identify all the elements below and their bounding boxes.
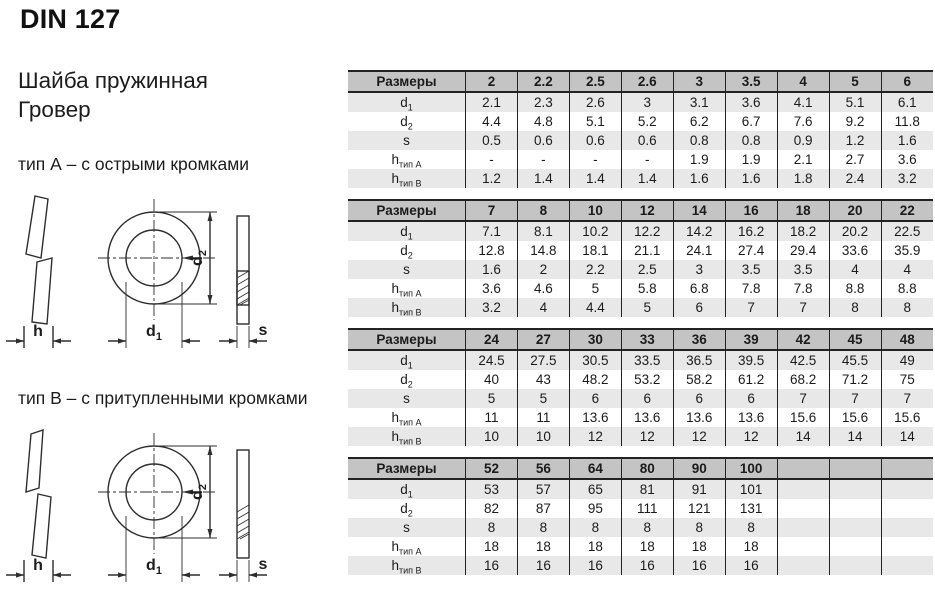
size-header-cell: 100 — [725, 458, 777, 479]
value-cell: 21.1 — [621, 241, 673, 260]
size-header-cell: 36 — [673, 329, 725, 350]
value-cell: 91 — [673, 479, 725, 499]
value-cell: 8 — [517, 518, 569, 537]
value-cell — [777, 479, 829, 499]
value-cell: 13.6 — [621, 408, 673, 427]
value-cell: 10 — [466, 427, 518, 446]
value-cell: 3.6 — [466, 279, 518, 298]
value-cell — [829, 499, 881, 518]
value-cell: 2.7 — [829, 150, 881, 169]
row-label: s — [348, 389, 466, 408]
table-header-row — [348, 329, 933, 350]
value-cell: 121 — [673, 499, 725, 518]
value-cell: 18.1 — [569, 241, 621, 260]
value-cell: 16 — [621, 556, 673, 575]
value-cell: 33.5 — [621, 350, 673, 370]
value-cell: 2.2 — [569, 260, 621, 279]
value-cell — [829, 518, 881, 537]
value-cell: 13.6 — [725, 408, 777, 427]
value-cell: 14.8 — [517, 241, 569, 260]
table-header-row — [348, 71, 933, 92]
value-cell: 7 — [725, 298, 777, 317]
value-cell — [777, 556, 829, 575]
value-cell: 4.4 — [466, 112, 518, 131]
table-row — [348, 389, 933, 408]
value-cell: 4.4 — [569, 298, 621, 317]
value-cell: 111 — [621, 499, 673, 518]
value-cell: 53.2 — [621, 370, 673, 389]
value-cell — [881, 479, 933, 499]
value-cell: 3 — [621, 92, 673, 112]
value-cell: 14 — [829, 427, 881, 446]
table-row — [348, 370, 933, 389]
value-cell: 1.9 — [673, 150, 725, 169]
table-row — [348, 169, 933, 188]
value-cell: 1.8 — [777, 169, 829, 188]
value-cell: 8 — [569, 518, 621, 537]
value-cell — [777, 537, 829, 556]
value-cell: 8.1 — [517, 221, 569, 241]
value-cell: 49 — [881, 350, 933, 370]
size-header-cell: 3 — [673, 71, 725, 92]
value-cell: 58.2 — [673, 370, 725, 389]
side-view — [6, 196, 71, 348]
value-cell: 3.5 — [725, 260, 777, 279]
value-cell: 16 — [466, 556, 518, 575]
value-cell: 6 — [725, 389, 777, 408]
value-cell: 1.6 — [466, 260, 518, 279]
value-cell: 4.6 — [517, 279, 569, 298]
value-cell: 61.2 — [725, 370, 777, 389]
row-label: $d_1$ — [348, 221, 466, 241]
value-cell — [829, 479, 881, 499]
size-header-cell: 3.5 — [725, 71, 777, 92]
table-row — [348, 537, 933, 556]
value-cell: 4 — [517, 298, 569, 317]
size-header-cell: 24 — [466, 329, 518, 350]
row-label: s — [348, 518, 466, 537]
table-row — [348, 556, 933, 575]
value-cell: 14.2 — [673, 221, 725, 241]
value-cell: 81 — [621, 479, 673, 499]
table-row — [348, 479, 933, 499]
value-cell: - — [569, 150, 621, 169]
value-cell: 36.5 — [673, 350, 725, 370]
value-cell: 24.5 — [466, 350, 518, 370]
row-label: $d_2$ — [400, 114, 413, 131]
front-view — [98, 433, 217, 582]
value-cell: 14 — [881, 427, 933, 446]
row-label: s — [348, 260, 466, 279]
value-cell: 20.2 — [829, 221, 881, 241]
value-cell: - — [517, 150, 569, 169]
value-cell: 82 — [466, 499, 518, 518]
value-cell: 68.2 — [777, 370, 829, 389]
value-cell: 12 — [569, 427, 621, 446]
value-cell: 0.6 — [517, 131, 569, 150]
table-row — [348, 427, 933, 446]
value-cell: 12 — [673, 427, 725, 446]
value-cell: 12.8 — [466, 241, 518, 260]
value-cell: 12.2 — [621, 221, 673, 241]
value-cell: 1.6 — [881, 131, 933, 150]
value-cell: 87 — [517, 499, 569, 518]
dimension-table-1 — [348, 70, 933, 188]
row-label: s — [348, 131, 466, 150]
value-cell: 7 — [777, 389, 829, 408]
value-cell: 2.3 — [517, 92, 569, 112]
value-cell — [881, 556, 933, 575]
row-label: $d_2$ — [400, 501, 413, 518]
s-dim-label: s — [258, 322, 268, 339]
value-cell: 11.8 — [881, 112, 933, 131]
value-cell: 16 — [725, 556, 777, 575]
row-label: $d_1$ — [348, 92, 466, 112]
value-cell: 33.6 — [829, 241, 881, 260]
table-header-label: Размеры — [348, 71, 466, 92]
row-label: $h_{тип А}$ — [391, 152, 422, 169]
value-cell: 0.8 — [673, 131, 725, 150]
value-cell: 43 — [517, 370, 569, 389]
value-cell: 3.2 — [466, 298, 518, 317]
value-cell: 1.4 — [621, 169, 673, 188]
value-cell: 27.5 — [517, 350, 569, 370]
size-header-cell: 2.6 — [621, 71, 673, 92]
d2-dim-label: $d_2$ — [189, 250, 209, 266]
value-cell: 4.8 — [517, 112, 569, 131]
value-cell: 3.5 — [777, 260, 829, 279]
value-cell: 15.6 — [829, 408, 881, 427]
value-cell: 18 — [621, 537, 673, 556]
size-header-cell: 45 — [829, 329, 881, 350]
value-cell: 57 — [517, 479, 569, 499]
size-header-cell: 80 — [621, 458, 673, 479]
value-cell: - — [621, 150, 673, 169]
value-cell — [777, 499, 829, 518]
value-cell: 1.6 — [673, 169, 725, 188]
section-view — [219, 216, 268, 348]
value-cell: 0.9 — [777, 131, 829, 150]
value-cell — [881, 518, 933, 537]
value-cell: 12 — [621, 427, 673, 446]
value-cell: 45.5 — [829, 350, 881, 370]
size-header-cell: 2.2 — [517, 71, 569, 92]
row-label: $h_{тип В}$ — [348, 556, 466, 575]
value-cell: 2.4 — [829, 169, 881, 188]
size-header-cell: 27 — [517, 329, 569, 350]
row-label: $h_{тип А}$ — [391, 539, 422, 556]
value-cell: 8 — [466, 518, 518, 537]
size-header-cell: 16 — [725, 200, 777, 221]
value-cell: - — [466, 150, 518, 169]
size-header-cell: 12 — [621, 200, 673, 221]
size-header-cell: 56 — [517, 458, 569, 479]
value-cell: 5.1 — [829, 92, 881, 112]
table-row — [348, 408, 933, 427]
table-row — [348, 131, 933, 150]
value-cell: 11 — [466, 408, 518, 427]
value-cell: 0.8 — [725, 131, 777, 150]
size-header-cell: 5 — [829, 71, 881, 92]
value-cell — [829, 537, 881, 556]
value-cell: 27.4 — [725, 241, 777, 260]
type-b-drawing — [4, 420, 284, 592]
value-cell: 6 — [673, 389, 725, 408]
size-header-cell: 8 — [517, 200, 569, 221]
value-cell: 16.2 — [725, 221, 777, 241]
value-cell: 2.1 — [777, 150, 829, 169]
value-cell: 7.1 — [466, 221, 518, 241]
value-cell: 2 — [517, 260, 569, 279]
value-cell: 4 — [881, 260, 933, 279]
row-label: $d_2$ — [400, 372, 413, 389]
size-header-cell: 20 — [829, 200, 881, 221]
s-dim-label: s — [258, 556, 268, 573]
size-header-cell: 48 — [881, 329, 933, 350]
value-cell: 6.2 — [673, 112, 725, 131]
value-cell: 6.8 — [673, 279, 725, 298]
value-cell: 3.6 — [881, 150, 933, 169]
value-cell: 10 — [517, 427, 569, 446]
value-cell: 8.8 — [829, 279, 881, 298]
value-cell: 35.9 — [881, 241, 933, 260]
page-title: DIN 127 — [20, 4, 121, 34]
value-cell: 65 — [569, 479, 621, 499]
value-cell: 1.2 — [466, 169, 518, 188]
d1-dim-label: $d_1$ — [146, 323, 162, 343]
value-cell: 13.6 — [673, 408, 725, 427]
row-label: $h_{тип В}$ — [348, 427, 466, 446]
value-cell: 24.1 — [673, 241, 725, 260]
value-cell — [881, 537, 933, 556]
value-cell: 1.2 — [829, 131, 881, 150]
h-dim-label: h — [33, 323, 43, 340]
value-cell: 3 — [673, 260, 725, 279]
row-label: $d_2$ — [400, 243, 413, 260]
value-cell: 16 — [517, 556, 569, 575]
section-view — [219, 450, 268, 582]
value-cell: 2.5 — [621, 260, 673, 279]
table-row — [348, 518, 933, 537]
value-cell: 22.5 — [881, 221, 933, 241]
value-cell: 18 — [466, 537, 518, 556]
size-header-cell: 14 — [673, 200, 725, 221]
value-cell: 1.9 — [725, 150, 777, 169]
table-header-row — [348, 200, 933, 221]
row-label: $h_{тип В}$ — [348, 298, 466, 317]
value-cell: 131 — [725, 499, 777, 518]
value-cell: 2.1 — [466, 92, 518, 112]
value-cell: 4.1 — [777, 92, 829, 112]
value-cell: 7 — [829, 389, 881, 408]
value-cell: 7.8 — [777, 279, 829, 298]
value-cell: 6 — [569, 389, 621, 408]
dimension-table-2 — [348, 199, 933, 317]
value-cell: 18 — [569, 537, 621, 556]
size-header-cell: 22 — [881, 200, 933, 221]
value-cell: 1.4 — [569, 169, 621, 188]
table-row — [348, 150, 933, 169]
value-cell: 18.2 — [777, 221, 829, 241]
size-header-cell: 2.5 — [569, 71, 621, 92]
value-cell: 3.6 — [725, 92, 777, 112]
value-cell: 7 — [777, 298, 829, 317]
value-cell: 39.5 — [725, 350, 777, 370]
table-row — [348, 298, 933, 317]
value-cell — [829, 556, 881, 575]
size-header-cell — [777, 458, 829, 479]
value-cell: 8.8 — [881, 279, 933, 298]
size-header-cell: 4 — [777, 71, 829, 92]
value-cell: 12 — [725, 427, 777, 446]
value-cell: 42.5 — [777, 350, 829, 370]
value-cell: 8 — [829, 298, 881, 317]
value-cell: 5.8 — [621, 279, 673, 298]
size-header-cell: 64 — [569, 458, 621, 479]
value-cell: 29.4 — [777, 241, 829, 260]
value-cell: 1.6 — [725, 169, 777, 188]
value-cell: 15.6 — [881, 408, 933, 427]
value-cell: 7.6 — [777, 112, 829, 131]
size-header-cell: 10 — [569, 200, 621, 221]
value-cell: 5 — [466, 389, 518, 408]
value-cell: 3.1 — [673, 92, 725, 112]
value-cell: 3.2 — [881, 169, 933, 188]
value-cell — [881, 499, 933, 518]
value-cell: 8 — [881, 298, 933, 317]
value-cell: 7.8 — [725, 279, 777, 298]
value-cell: 11 — [517, 408, 569, 427]
table-header-label: Размеры — [348, 458, 466, 479]
value-cell: 10.2 — [569, 221, 621, 241]
size-header-cell: 33 — [621, 329, 673, 350]
d2-dim-label: $d_2$ — [189, 484, 209, 500]
table-row — [348, 260, 933, 279]
row-label: $h_{тип А}$ — [391, 281, 422, 298]
value-cell: 1.4 — [517, 169, 569, 188]
table-row — [348, 350, 933, 370]
product-name-line1: Шайба пружинная — [18, 68, 208, 93]
d1-dim-label: $d_1$ — [146, 557, 162, 577]
table-header-label: Размеры — [348, 200, 466, 221]
size-header-cell: 7 — [466, 200, 518, 221]
value-cell: 30.5 — [569, 350, 621, 370]
type-a-label: тип А – с острыми кромками — [18, 154, 250, 174]
table-row — [348, 241, 933, 260]
side-view — [6, 430, 71, 582]
dimension-table-3 — [348, 328, 933, 446]
value-cell: 18 — [725, 537, 777, 556]
value-cell: 6 — [621, 389, 673, 408]
value-cell: 14 — [777, 427, 829, 446]
value-cell: 5 — [569, 279, 621, 298]
value-cell: 5 — [517, 389, 569, 408]
value-cell: 0.6 — [569, 131, 621, 150]
value-cell: 4 — [829, 260, 881, 279]
row-label: $h_{тип А}$ — [391, 410, 422, 427]
size-header-cell: 90 — [673, 458, 725, 479]
value-cell: 40 — [466, 370, 518, 389]
size-header-cell: 39 — [725, 329, 777, 350]
value-cell: 16 — [673, 556, 725, 575]
row-label: $d_1$ — [348, 479, 466, 499]
size-header-cell: 6 — [881, 71, 933, 92]
value-cell: 0.5 — [466, 131, 518, 150]
value-cell: 9.2 — [829, 112, 881, 131]
type-a-drawing — [4, 186, 284, 358]
value-cell: 7 — [881, 389, 933, 408]
h-dim-label: h — [33, 557, 43, 574]
value-cell: 5 — [621, 298, 673, 317]
value-cell: 2.6 — [569, 92, 621, 112]
value-cell: 48.2 — [569, 370, 621, 389]
value-cell: 15.6 — [777, 408, 829, 427]
row-label: $d_1$ — [348, 350, 466, 370]
value-cell: 75 — [881, 370, 933, 389]
size-header-cell — [829, 458, 881, 479]
table-row — [348, 221, 933, 241]
value-cell: 8 — [725, 518, 777, 537]
product-name — [18, 66, 208, 124]
product-name-line2: Гровер — [18, 97, 91, 122]
front-view — [98, 199, 217, 348]
size-header-cell: 18 — [777, 200, 829, 221]
dimension-table-4 — [348, 457, 933, 575]
table-header-label: Размеры — [348, 329, 466, 350]
table-row — [348, 92, 933, 112]
value-cell: 13.6 — [569, 408, 621, 427]
size-header-cell — [881, 458, 933, 479]
value-cell: 6.1 — [881, 92, 933, 112]
value-cell: 18 — [673, 537, 725, 556]
value-cell: 101 — [725, 479, 777, 499]
value-cell: 5.1 — [569, 112, 621, 131]
value-cell: 5.2 — [621, 112, 673, 131]
table-row — [348, 279, 933, 298]
value-cell: 6.7 — [725, 112, 777, 131]
table-header-row — [348, 458, 933, 479]
value-cell: 71.2 — [829, 370, 881, 389]
value-cell: 53 — [466, 479, 518, 499]
value-cell: 95 — [569, 499, 621, 518]
value-cell — [777, 518, 829, 537]
row-label: $h_{тип В}$ — [348, 169, 466, 188]
value-cell: 8 — [621, 518, 673, 537]
type-b-label: тип В – с притупленными кромками — [18, 388, 308, 408]
size-header-cell: 42 — [777, 329, 829, 350]
value-cell: 0.6 — [621, 131, 673, 150]
table-row — [348, 499, 933, 518]
value-cell: 18 — [517, 537, 569, 556]
size-header-cell: 30 — [569, 329, 621, 350]
size-header-cell: 2 — [466, 71, 518, 92]
value-cell: 6 — [673, 298, 725, 317]
value-cell: 8 — [673, 518, 725, 537]
table-row — [348, 112, 933, 131]
dimension-tables — [348, 70, 933, 586]
size-header-cell: 52 — [466, 458, 518, 479]
value-cell: 16 — [569, 556, 621, 575]
